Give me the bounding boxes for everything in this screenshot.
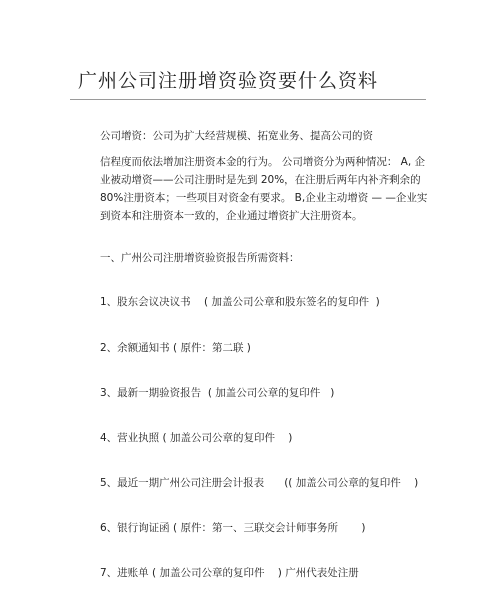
intro-line-5: 到资本和注册资本一致的，企业通过增资扩大注册资本。 <box>100 210 363 222</box>
list-item: 2、余额通知书 ( 原件：第二联 ) <box>100 342 251 354</box>
list-item: 3、最新一期验资报告 ( 加盖公司公章的复印件 ) <box>100 387 335 399</box>
list-item: 1、股东会议决议书 ( 加盖公司公章和股东签名的复印件 ) <box>100 296 380 308</box>
section-heading: 一、广州公司注册增资验资报告所需资料： <box>100 252 300 264</box>
list-item: 4、营业执照 ( 加盖公司公章的复印件 ) <box>100 432 293 444</box>
intro-line-4: 80%注册资本；一些项目对资金有要求。 B,企业主动增资 — —企业实 <box>100 192 428 204</box>
list-item: 6、银行询证函 ( 原件：第一、三联交会计师事务所 ) <box>100 522 366 534</box>
intro-line-3: 业被动增资——公司注册时是先到 20%，在注册后两年内补齐剩余的 <box>100 174 421 186</box>
title-underline <box>70 99 426 100</box>
list-item: 5、最近一期广州公司注册会计报表 (( 加盖公司公章的复印件 ) <box>100 477 419 489</box>
intro-line-2: 信程度而依法增加注册资本金的行为。 公司增资分为两种情况： A, 企 <box>100 156 426 168</box>
document-title: 广州公司注册增资验资要什么资料 <box>78 70 379 92</box>
list-item: 7、进账单 ( 加盖公司公章的复印件 ) 广州代表处注册 <box>100 567 359 579</box>
intro-line-1: 公司增资：公司为扩大经营规模、拓宽业务、提高公司的资 <box>100 130 373 142</box>
